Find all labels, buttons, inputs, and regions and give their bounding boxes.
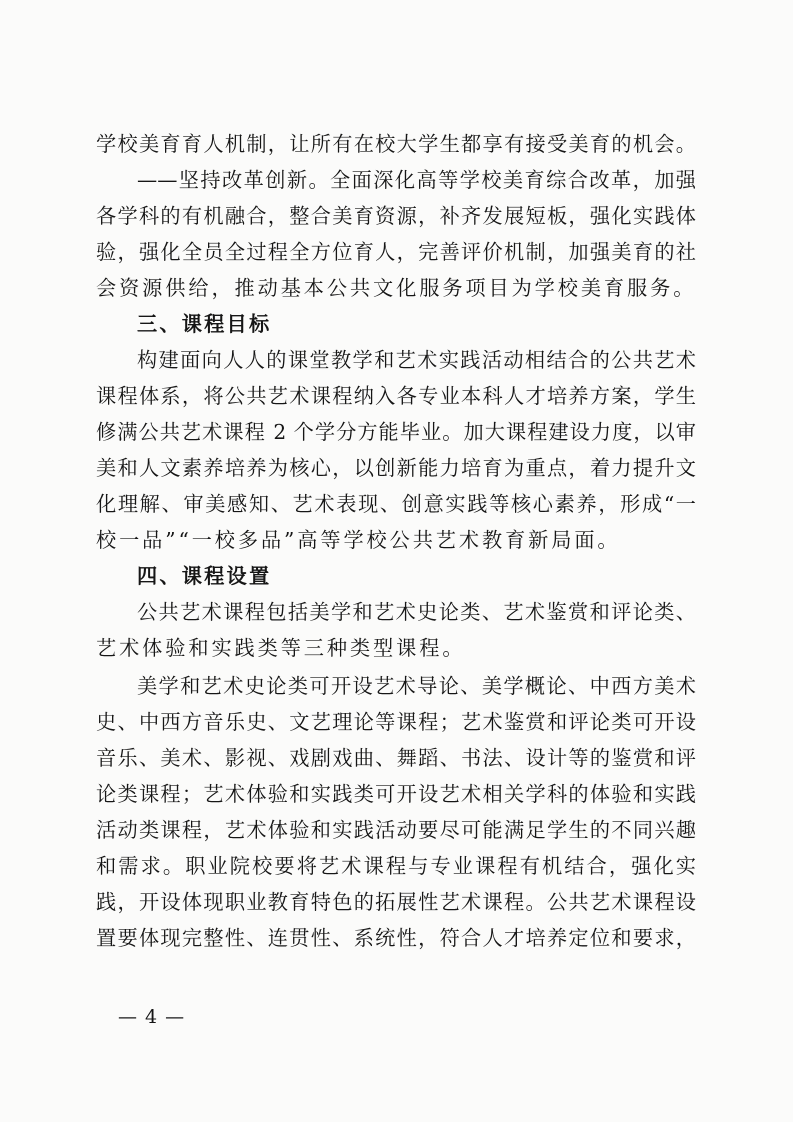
body-line: 修满公共艺术课程 2 个学分方能毕业。加大课程建设力度，以审 <box>96 420 696 444</box>
body-line: 美学和艺术史论类可开设艺术导论、美学概论、中西方美术 <box>137 674 696 698</box>
body-line: 活动类课程，艺术体验和实践活动要尽可能满足学生的不同兴趣 <box>96 818 696 842</box>
body-line: 史、中西方音乐史、文艺理论等课程；艺术鉴赏和评论类可开设 <box>96 710 696 734</box>
body-line: 校一品”“一校多品”高等学校公共艺术教育新局面。 <box>96 528 621 552</box>
body-line: 构建面向人人的课堂教学和艺术实践活动相结合的公共艺术 <box>137 348 696 372</box>
body-line: 艺术体验和实践类等三种类型课程。 <box>96 636 466 660</box>
body-line: 音乐、美术、影视、戏剧戏曲、舞蹈、书法、设计等的鉴赏和评 <box>96 746 696 770</box>
body-line: 化理解、审美感知、艺术表现、创意实践等核心素养，形成“一 <box>96 492 696 516</box>
body-line: 各学科的有机融合，整合美育资源，补齐发展短板，强化实践体 <box>96 204 696 228</box>
page-number: — 4 — <box>118 1006 186 1028</box>
body-line: 践，开设体现职业教育特色的拓展性艺术课程。公共艺术课程设 <box>96 890 696 914</box>
body-line: 课程体系，将公共艺术课程纳入各专业本科人才培养方案，学生 <box>96 384 696 408</box>
body-line: 公共艺术课程包括美学和艺术史论类、艺术鉴赏和评论类、 <box>137 600 696 624</box>
section-heading-course-setup: 四、课程设置 <box>137 564 272 588</box>
body-line: 会资源供给，推动基本公共文化服务项目为学校美育服务。 <box>96 276 697 300</box>
body-line: 论类课程；艺术体验和实践类可开设艺术相关学科的体验和实践 <box>96 782 696 806</box>
body-line: 验，强化全员全过程全方位育人，完善评价机制，加强美育的社 <box>96 240 696 264</box>
body-line: 和需求。职业院校要将艺术课程与专业课程有机结合，强化实 <box>96 854 696 878</box>
body-line: 学校美育育人机制，让所有在校大学生都享有接受美育的机会。 <box>96 132 696 156</box>
body-line: 美和人文素养培养为核心，以创新能力培育为重点，着力提升文 <box>96 456 696 480</box>
document-body <box>96 126 696 956</box>
section-heading-course-goals: 三、课程目标 <box>137 312 272 336</box>
body-line: ——坚持改革创新。全面深化高等学校美育综合改革，加强 <box>137 168 696 192</box>
body-line: 置要体现完整性、连贯性、系统性，符合人才培养定位和要求， <box>96 926 696 950</box>
